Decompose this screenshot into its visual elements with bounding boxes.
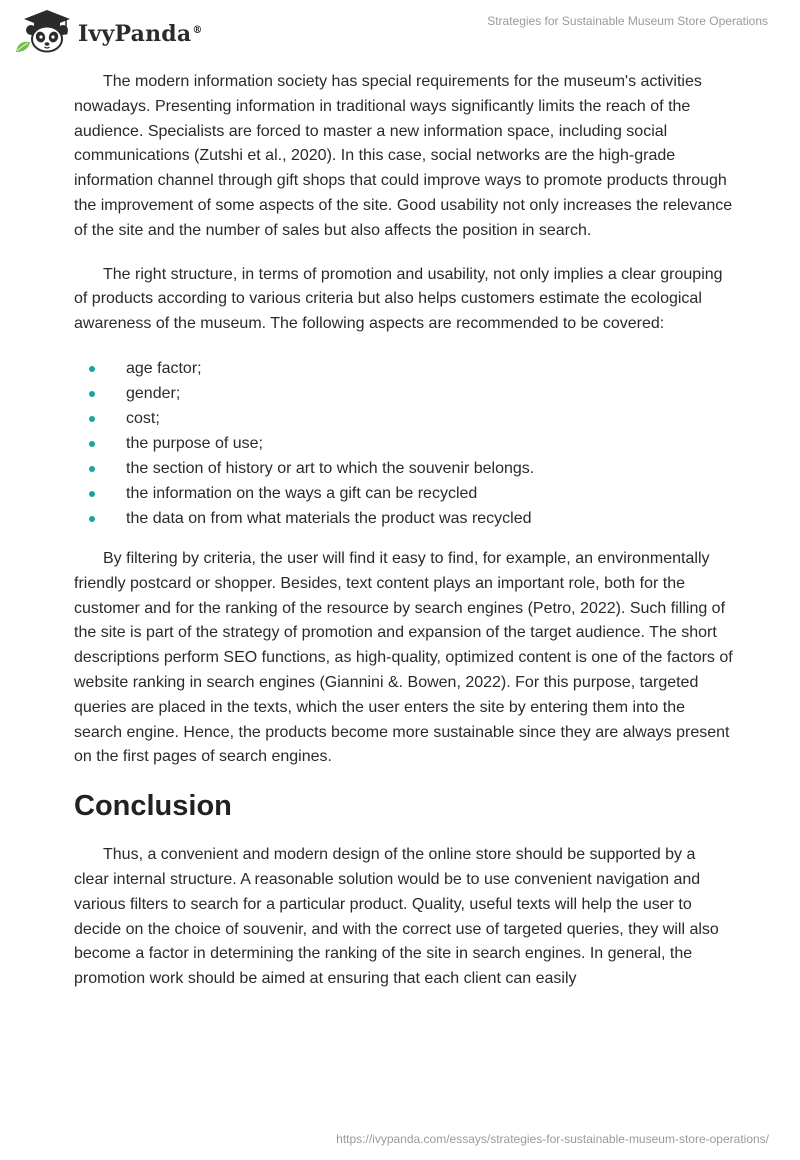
list-item — [74, 356, 734, 381]
list-item-text: age factor; — [126, 359, 202, 377]
bullet-icon — [89, 366, 95, 372]
bullet-icon — [89, 466, 95, 472]
essay-content — [74, 70, 734, 1011]
list-item — [74, 406, 734, 431]
paragraph-4: Thus, a convenient and modern design of the online store should be supported by a clear internal structure. A reasonable solution would be to use convenient navigation and various filters to search for a particular product. Quality, useful texts will help the user to decide on the choice of souvenir, and with the correct use of targeted queries, they will also become a factor in determining the ranking of the site in search engines. In general, the promotion work should be aimed at ensuring that each client can easily — [74, 846, 719, 988]
list-item-text: the purpose of use; — [126, 434, 263, 452]
list-item — [74, 381, 734, 406]
page-header — [0, 0, 800, 60]
paragraph-1: The modern information society has special requirements for the museum's activities nowadays. Presenting information in traditional ways significantly limits the reach of the audience. Specialists are forced to master a new information space, including social communications (Zutshi et al., 2020). In this case, social networks are the high-grade information channel through gift shops that could improve ways to promote products through the improvement of some aspects of the site. Good usability not only increases the relevance of the site and the number of sales but also affects the position in search. — [74, 73, 733, 239]
list-item — [74, 506, 734, 531]
bullet-icon — [89, 516, 95, 522]
logo-name: IvyPanda — [78, 21, 192, 47]
list-item — [74, 431, 734, 456]
list-item-text: the data on from what materials the product was recycled — [126, 509, 532, 527]
list-item-text: the section of history or art to which the souvenir belongs. — [126, 459, 535, 477]
list-item-text: cost; — [126, 409, 160, 427]
bullet-icon — [89, 391, 95, 397]
source-url[interactable]: https://ivypanda.com/essays/strategies-for-sustainable-museum-store-operations/ — [336, 1132, 769, 1146]
list-item-text: gender; — [126, 384, 181, 402]
bullet-icon — [89, 441, 95, 447]
list-item — [74, 456, 734, 481]
bullet-icon — [89, 491, 95, 497]
ivypanda-logo[interactable] — [14, 8, 203, 54]
criteria-list — [74, 356, 734, 531]
list-item — [74, 481, 734, 506]
logo-registered-mark: ® — [192, 24, 203, 36]
panda-logo-icon — [14, 8, 74, 54]
conclusion-heading: Conclusion — [74, 790, 232, 823]
bullet-icon — [89, 416, 95, 422]
paragraph-2: The right structure, in terms of promotion and usability, not only implies a clear grouping of products according to various criteria but also helps customers estimate the ecological awareness of the museum. The following aspects are recommended to be covered: — [74, 265, 723, 333]
running-title: Strategies for Sustainable Museum Store Operations — [487, 14, 768, 28]
logo-wordmark — [78, 21, 203, 47]
list-item-text: the information on the ways a gift can be recycled — [126, 484, 478, 502]
paragraph-3: By filtering by criteria, the user will find it easy to find, for example, an environmentally friendly postcard or shopper. Besides, text content plays an important role, both for the customer and for the ranking of the resource by search engines (Petro, 2022). Such filling of the site is part of the strategy of promotion and expansion of the target audience. The short descriptions perform SEO functions, as high-quality, optimized content is one of the factors of website ranking in search engines (Giannini &. Bowen, 2022). For this purpose, targeted queries are placed in the texts, which the user enters the site by entering them into the search engine. Hence, the products become more sustainable since they are always present on the first pages of search engines. — [74, 549, 733, 766]
